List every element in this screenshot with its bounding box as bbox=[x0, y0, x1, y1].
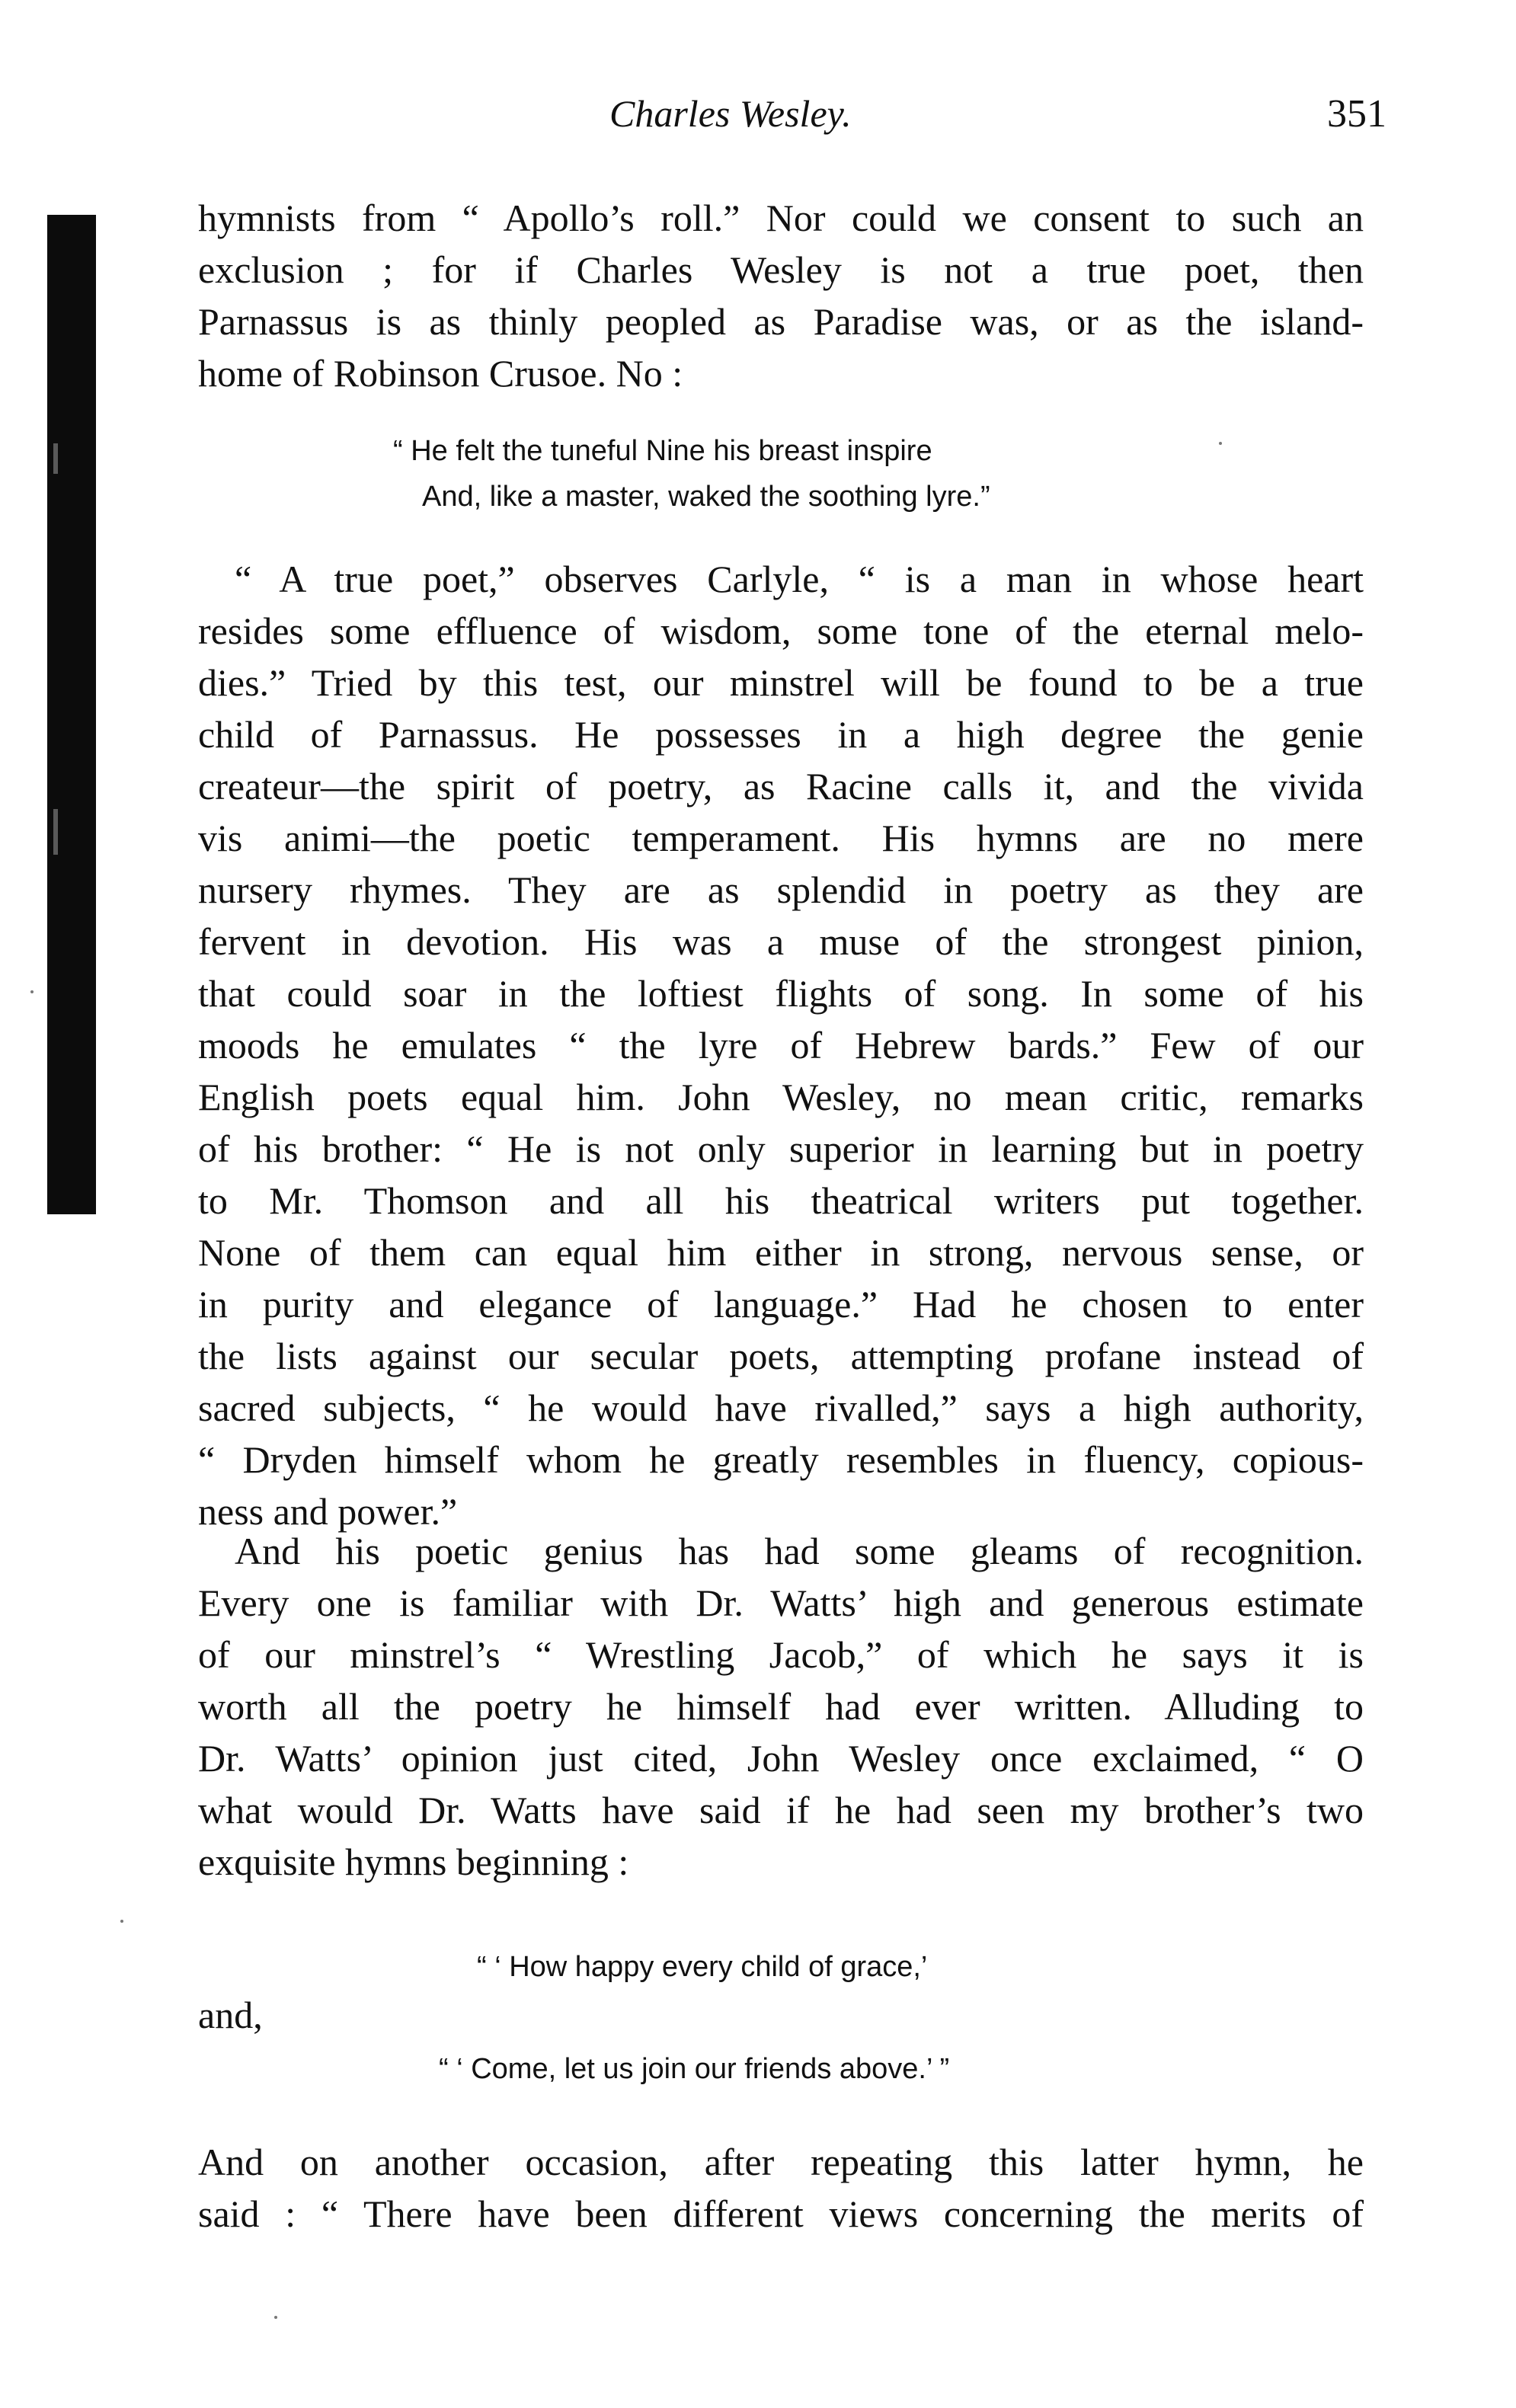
text-line: Dr. Watts’ opinion just cited, John Wesley once exclaimed, “ O bbox=[198, 1737, 1364, 1780]
text-line: in purity and elegance of language.” Had he chosen to enter bbox=[198, 1283, 1364, 1326]
text-line: English poets equal him. John Wesley, no mean critic, remarks bbox=[198, 1076, 1364, 1118]
paragraph bbox=[198, 2136, 1364, 2240]
text-line: And on another occasion, after repeating this latter hymn, he bbox=[198, 2141, 1364, 2183]
text-line: said : “ There have been different views concerning the merits of bbox=[198, 2192, 1364, 2235]
text-line: home of Robinson Crusoe. No : bbox=[198, 352, 683, 395]
verse-quote bbox=[393, 428, 990, 520]
text-line: of his brother: “ He is not only superior in learning but in poetry bbox=[198, 1127, 1364, 1170]
scan-speck bbox=[1219, 442, 1222, 445]
paragraph-continued bbox=[198, 192, 1364, 399]
connective-text: and, bbox=[198, 1994, 263, 2036]
verse-line: And, like a master, waked the soothing lyre.” bbox=[422, 481, 990, 513]
hymn-quote: “ ‘ Come, let us join our friends above.’ ” bbox=[439, 2053, 950, 2085]
paragraph bbox=[198, 553, 1364, 1537]
text-line: exquisite hymns beginning : bbox=[198, 1840, 629, 1883]
margin-scan-artifact bbox=[47, 215, 96, 1214]
running-title: Charles Wesley. bbox=[609, 92, 852, 135]
text-line: what would Dr. Watts have said if he had seen my brother’s two bbox=[198, 1789, 1364, 1831]
text-line: fervent in devotion. His was a muse of the strongest pinion, bbox=[198, 920, 1364, 963]
text-line: exclusion ; for if Charles Wesley is not a true poet, then bbox=[198, 248, 1364, 291]
text-line: And his poetic genius has had some gleams of recognition. bbox=[235, 1530, 1364, 1572]
text-line: that could soar in the loftiest flights of song. In some of his bbox=[198, 972, 1364, 1015]
scan-speck bbox=[30, 990, 34, 993]
text-line: ness and power.” bbox=[198, 1490, 458, 1533]
hymn-quote: “ ‘ How happy every child of grace,’ bbox=[477, 1951, 928, 1983]
text-line: dies.” Tried by this test, our minstrel will be found to be a true bbox=[198, 661, 1364, 704]
text-line: vis animi—the poetic temperament. His hymns are no mere bbox=[198, 817, 1364, 859]
text-line: “ Dryden himself whom he greatly resembles in fluency, copious- bbox=[198, 1438, 1364, 1481]
text-line: hymnists from “ Apollo’s roll.” Nor could we consent to such an bbox=[198, 197, 1364, 239]
scan-speck bbox=[120, 1920, 123, 1923]
text-line: Parnassus is as thinly peopled as Paradise was, or as the island- bbox=[198, 300, 1364, 343]
text-line: the lists against our secular poets, attempting profane instead of bbox=[198, 1335, 1364, 1377]
running-head bbox=[198, 91, 1386, 152]
text-line: nursery rhymes. They are as splendid in poetry as they are bbox=[198, 868, 1364, 911]
scan-speck bbox=[274, 2316, 277, 2319]
text-line: Every one is familiar with Dr. Watts’ high and generous estimate bbox=[198, 1581, 1364, 1624]
text-line: of our minstrel’s “ Wrestling Jacob,” of which he says it is bbox=[198, 1633, 1364, 1676]
paragraph bbox=[198, 1525, 1364, 1888]
text-line: moods he emulates “ the lyre of Hebrew bards.” Few of our bbox=[198, 1024, 1364, 1066]
text-line: None of them can equal him either in strong, nervous sense, or bbox=[198, 1231, 1364, 1274]
text-line: to Mr. Thomson and all his theatrical writers put together. bbox=[198, 1179, 1364, 1222]
text-line: resides some effluence of wisdom, some tone of the eternal melo- bbox=[198, 609, 1364, 652]
text-line: “ A true poet,” observes Carlyle, “ is a man in whose heart bbox=[235, 558, 1364, 600]
text-line: child of Parnassus. He possesses in a high degree the genie bbox=[198, 713, 1364, 756]
text-line: createur—the spirit of poetry, as Racine calls it, and the vivida bbox=[198, 765, 1364, 807]
page-number: 351 bbox=[1327, 92, 1386, 136]
text-line: sacred subjects, “ he would have rivalled,” says a high authority, bbox=[198, 1386, 1364, 1429]
text-line: worth all the poetry he himself had ever written. Alluding to bbox=[198, 1685, 1364, 1728]
verse-line: “ He felt the tuneful Nine his breast inspire bbox=[393, 435, 932, 467]
